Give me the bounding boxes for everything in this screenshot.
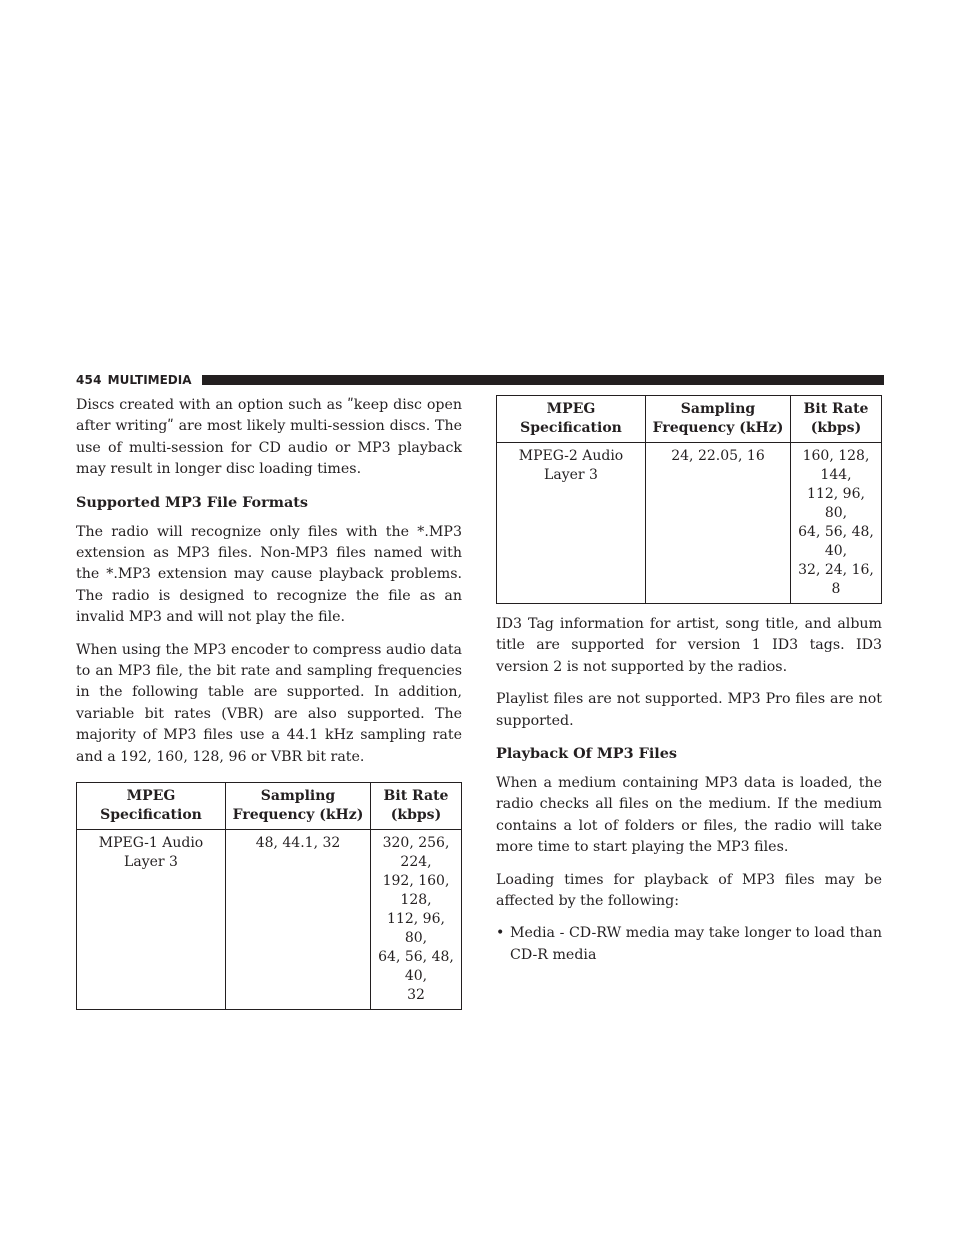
- right-column: [496, 395, 882, 966]
- paragraph-id3: ID3 Tag information for artist, song title, and album title are supported for version 1 ID3 tags. ID3 version 2 is not supported by the radios.: [496, 616, 882, 675]
- section-title: MULTIMEDIA: [107, 373, 192, 387]
- paragraph-playlist: Playlist files are not supported. MP3 Pro files are not supported.: [496, 691, 882, 729]
- cell-spec: MPEG-2 Audio Layer 3: [497, 443, 646, 604]
- table-header-row: [497, 396, 882, 443]
- page-header: [76, 372, 884, 388]
- mpeg1-table: [76, 782, 462, 1010]
- list-item-text: Media - CD-RW media may take longer to load than CD-R media: [510, 925, 882, 963]
- mpeg2-table: [496, 395, 882, 604]
- header-sampling-freq: Sampling Frequency (kHz): [226, 783, 371, 830]
- header-rule: [202, 375, 884, 385]
- paragraph-mp3-extension: The radio will recognize only files with the *.MP3 extension as MP3 files. Non-MP3 files named with the *.MP3 extension may cause playback problems. The radio is designed to recognize the file as an invalid MP3 and will not play the file.: [76, 523, 462, 626]
- bullet-icon: •: [496, 925, 505, 942]
- header-bit-rate: Bit Rate (kbps): [371, 783, 462, 830]
- heading-supported-formats: Supported MP3 File Formats: [76, 493, 309, 511]
- header-mpeg-spec: MPEG Specification: [77, 783, 226, 830]
- table-header-row: [77, 783, 462, 830]
- header-sampling-freq: Sampling Frequency (kHz): [646, 396, 791, 443]
- header-mpeg-spec: MPEG Specification: [497, 396, 646, 443]
- left-column: [76, 395, 462, 1010]
- paragraph-loading-times: Loading times for playback of MP3 files may be affected by the following:: [496, 871, 882, 910]
- header-bit-rate: Bit Rate (kbps): [791, 396, 882, 443]
- cell-spec: MPEG-1 Audio Layer 3: [77, 830, 226, 1010]
- table-row: [77, 830, 462, 1010]
- page-number: 454: [76, 373, 102, 387]
- heading-playback: Playback Of MP3 Files: [496, 745, 678, 763]
- paragraph-encoder: When using the MP3 encoder to compress audio data to an MP3 file, the bit rate and sampling frequencies in the following table are supported. In addition, variable bit rates (VBR) are also supported. The majority of MP3 files use a 44.1 kHz sampling rate and a 192, 160, 128, 96 or VBR bit rate.: [76, 641, 462, 765]
- paragraph-multisession: Discs created with an option such as ʺkeep disc open after writingʺ are most likely multi-session discs. The use of multi-session for CD audio or MP3 playback may result in longer disc loading times.: [76, 397, 462, 478]
- cell-bit-rate: 160, 128, 144, 112, 96, 80, 64, 56, 48, 40, 32, 24, 16, 8: [791, 443, 882, 604]
- cell-frequency: 48, 44.1, 32: [226, 830, 371, 1010]
- bullet-list: [496, 923, 882, 966]
- paragraph-loading: When a medium containing MP3 data is loaded, the radio checks all files on the medium. If the medium contains a lot of folders or files, the radio will take more time to start playing the MP3 files.: [496, 775, 882, 856]
- cell-frequency: 24, 22.05, 16: [646, 443, 791, 604]
- list-item: [496, 923, 882, 966]
- table-row: [497, 443, 882, 604]
- cell-bit-rate: 320, 256, 224, 192, 160, 128, 112, 96, 80, 64, 56, 48, 40, 32: [371, 830, 462, 1010]
